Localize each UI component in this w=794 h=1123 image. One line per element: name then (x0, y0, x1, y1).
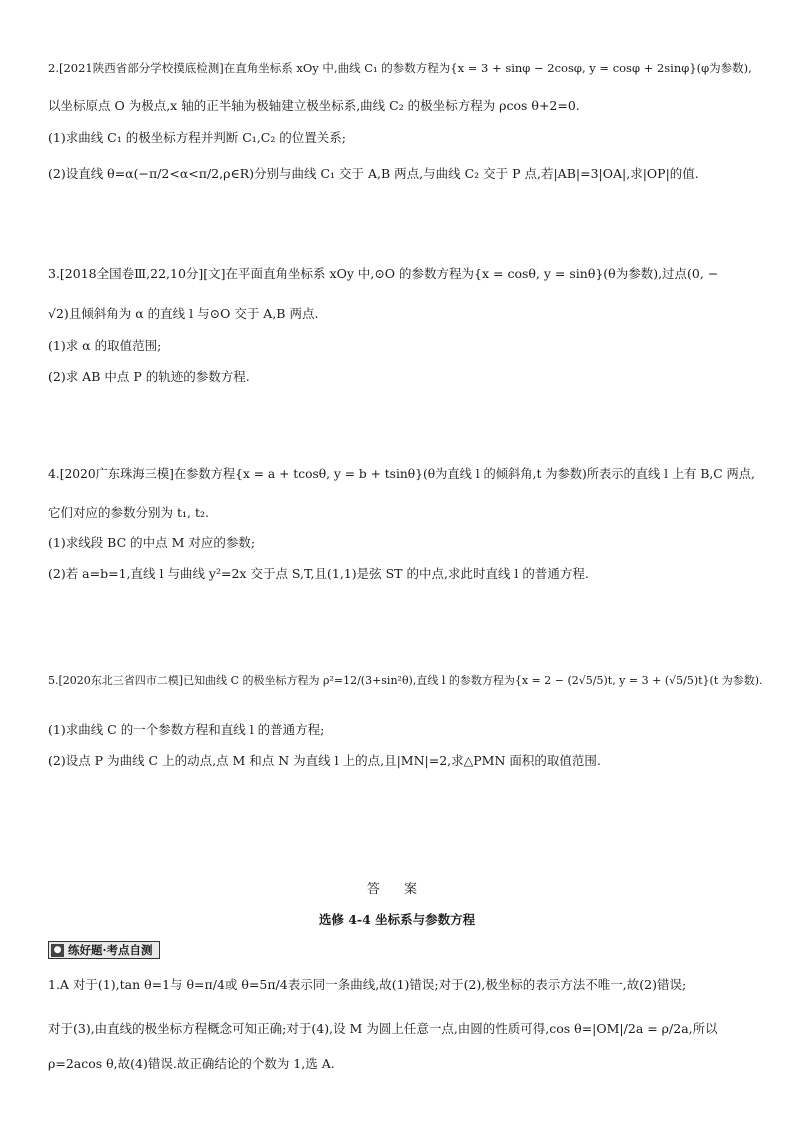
problem-4-line-3: (1)求线段 BC 的中点 M 对应的参数; (48, 535, 256, 550)
problem-2-line-4: (2)设直线 θ=α(−π/2<α<π/2,ρ∈R)分别与曲线 C₁ 交于 A,B 两点,与曲线 C₂ 交于 P 点,若|AB|=3|OA|,求|OP|的值. (48, 166, 699, 181)
problem-2-line-2: 以坐标原点 O 为极点,x 轴的正半轴为极轴建立极坐标系,曲线 C₂ 的极坐标方程为 ρcos θ+2=0. (48, 98, 580, 113)
problem-4-line-4: (2)若 a=b=1,直线 l 与曲线 y²=2x 交于点 S,T,且(1,1)是弦 ST 的中点,求此时直线 l 的普通方程. (48, 566, 589, 581)
answer-1-line-3: ρ=2acos θ,故(4)错误.故正确结论的个数为 1,选 A. (48, 1056, 335, 1071)
section-badge-label: 练好题·考点自测 (68, 943, 153, 957)
problem-3-line-1: 3.[2018全国卷Ⅲ,22,10分][文]在平面直角坐标系 xOy 中,⊙O 的参数方程为{x = cosθ, y = sinθ}(θ为参数),过点(0, − (48, 266, 719, 281)
problem-2-line-1: 2.[2021陕西省部分学校摸底检测]在直角坐标系 xOy 中,曲线 C₁ 的参数方程为{x = 3 + sinφ − 2cosφ, y = cosφ + 2sinφ}(φ为参数), (48, 61, 752, 75)
problem-3-line-4: (2)求 AB 中点 P 的轨迹的参数方程. (48, 369, 250, 384)
lightbulb-icon: ● (51, 944, 64, 957)
answers-heading: 答 案 (366, 882, 428, 897)
answer-1-line-2: 对于(3),由直线的极坐标方程概念可知正确;对于(4),设 M 为圆上任意一点,由圆的性质可得,cos θ=|OM|/2a = ρ/2a,所以 (48, 1021, 718, 1036)
problem-4-line-2: 它们对应的参数分别为 t₁, t₂. (48, 505, 209, 520)
problem-3-line-3: (1)求 α 的取值范围; (48, 338, 162, 353)
problem-5-line-2: (1)求曲线 C 的一个参数方程和直线 l 的普通方程; (48, 722, 325, 737)
chapter-title: 选修 4-4 坐标系与参数方程 (318, 912, 476, 927)
problem-3-line-2: √2)且倾斜角为 α 的直线 l 与⊙O 交于 A,B 两点. (48, 306, 319, 321)
problem-2-line-3: (1)求曲线 C₁ 的极坐标方程并判断 C₁,C₂ 的位置关系; (48, 130, 347, 145)
section-badge (48, 941, 160, 959)
answer-1-line-1: 1.A 对于(1),tan θ=1与 θ=π/4或 θ=5π/4表示同一条曲线,故(1)错误;对于(2),极坐标的表示方法不唯一,故(2)错误; (48, 977, 687, 992)
problem-4-line-1: 4.[2020广东珠海三模]在参数方程{x = a + tcosθ, y = b + tsinθ}(θ为直线 l 的倾斜角,t 为参数)所表示的直线 l 上有 B,C 两点, (48, 467, 755, 481)
problem-5-line-3: (2)设点 P 为曲线 C 上的动点,点 M 和点 N 为直线 l 上的点,且|MN|=2,求△PMN 面积的取值范围. (48, 753, 601, 768)
problem-5-line-1: 5.[2020东北三省四市二模]已知曲线 C 的极坐标方程为 ρ²=12/(3+sin²θ),直线 l 的参数方程为{x = 2 − (2√5/5)t, y = 3 + (√5/5)t}(t 为参数). (48, 674, 763, 687)
